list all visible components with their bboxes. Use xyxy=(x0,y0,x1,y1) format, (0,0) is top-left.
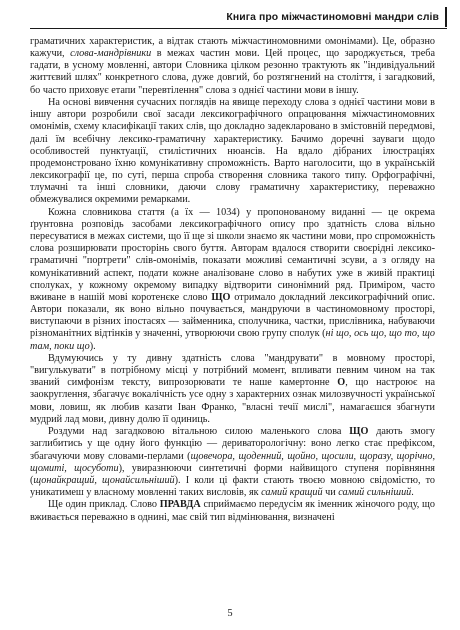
text-run: . xyxy=(411,486,414,498)
text-run: отримало докладний лексикографічний опис. Автори показали, як воно вільно почувається, мандруючи в частиномовному просторі, виступаючи в різних іпостасях — займенника, сполучника, частки, прислівника, набуваючи різноманітних відтінків у значенні, утворюючи свою групу сполук ( xyxy=(30,291,435,340)
text-run: Кожна словникова стаття (а їх — 1034) у пропонованому виданні — це окрема ґрунтовна розповідь засобами лексикографічного опису про здатність слова вільно пересуватися в межах системи, що її ще зі школи знаємо як частини мови, про спроможність слова розширювати просторінь свого буття. Авторам вдалося створити своєрідні лексико-граматичні "портрети" слів-омонімів, показати можливі семантичні зсуви, а з огляду на комунікативний аспект, подати кожне аналізоване слово в набутих уже в живій практиці сполуках, у кожному окремому випадку відтворити синонімний ряд. Приміром, часто вживане в нашій мові коротенєке слово xyxy=(30,206,435,303)
running-head-bar xyxy=(445,7,447,27)
italic-phrase: щонайкращий, щонайсильніший xyxy=(33,474,175,486)
bold-word: ЩО xyxy=(349,426,369,438)
bold-word: О xyxy=(337,377,346,389)
italic-phrase: слова-мандрівники xyxy=(70,48,152,60)
paragraph-4 xyxy=(30,353,435,426)
text-run: сприймаємо передусім як іменник жіночого роду, що вживається переважно в однині, має свій тип відмінювання, визначені xyxy=(30,499,435,523)
italic-phrase: ні що, ось що, що то, що там, поки що xyxy=(30,328,435,352)
text-run: в межах частин мови. Цей процес, що зароджується, треба гадати, в усному мовленні, автори Словника цілком резонно трактують як "індивідуальний життєвий шлях" конкретного слова, дуже довгий, бо розтягнений на століття, і загадковий, бо часто приховує етапи "перевтілення" слова з однієї частини мови в іншу. xyxy=(30,48,435,96)
page-number: 5 xyxy=(227,608,233,619)
header-rule xyxy=(30,28,447,29)
text-run: На основі вивчення сучасних поглядів на явище переходу слова з однієї частини мови в іншу автори розробили свої засади лексикографічного опрацювання міжчастиномовних омонімів, схему класифікації таких слів, що докладно задекларовано в змістовній передмові, далі їм всебічну лексико-граматичну характеристику. Бачимо доречні зауваги щодо особливостей пунктуації, стилістичних нюансів. На вдало дібраних ілюстраціях продемонстровано їхню комунікативну спроможність. Варто наголосити, що в українській лексикографії це, по суті, перша спроба створення словника такого типу. Орфографічні, тлумачні та інші словники, даючи слову граматичну характеристику, переважно обмежувалися окремими ремарками. xyxy=(30,97,435,206)
text-run: граматичних характеристик, а відтак стають міжчастиномовними омонімами). Це, образно кажучи, xyxy=(30,36,435,60)
paragraph-2 xyxy=(30,97,435,206)
text-run: ). І коли ці факти стають твоєю мовною свідомістю, то уникатимеш у власному мовленні таких висловів, як xyxy=(30,474,436,498)
text-run: ), увиразнюючи синтетичні форми найвищого ступеня порівняння ( xyxy=(30,462,435,486)
italic-phrase: самий сильніший xyxy=(338,486,412,498)
text-run: ). xyxy=(89,340,96,352)
bold-word: ЩО xyxy=(211,291,231,303)
text-run: Вдумуючись у ту дивну здатність слова "мандрувати" в мовному просторі, "вигулькувати" в потрібному місці у потрібний момент, впливати певним чином на так званий симфонізм тексту, випрозорювати те наше камертонне xyxy=(30,352,435,389)
bold-word: ПРАВДА xyxy=(159,499,201,511)
paragraph-3 xyxy=(30,207,435,353)
text-run: дають змогу заглибитись у ще одну його функцію — дериваторологічну: воно легко стає префіксом, збагачуючи мову словами-перлами ( xyxy=(30,426,435,462)
italic-phrase: самий кращий xyxy=(261,486,323,498)
running-head xyxy=(0,6,447,28)
text-run: , що настроює на заокруглення, збагачує вокалічність усе одну з характерних ознак милозвучності української мови, ловиш, як любив казати Іван Франко, "власні течії мислі", намагаєшся збагнути мудрий лад мови, дивну долю її одиниць. xyxy=(30,377,435,425)
text-run: чи xyxy=(322,486,339,498)
paragraph-1 xyxy=(30,36,435,97)
paragraph-5 xyxy=(30,426,435,499)
body-text xyxy=(30,36,435,524)
italic-phrase: щовечора, щоденний, щойно, щосили, щоразу, щорічно, щомиті, щосуботи xyxy=(30,450,435,474)
text-run: Роздуми над загадковою вітальною силою маленького слова xyxy=(48,426,350,438)
paragraph-6 xyxy=(30,499,435,523)
running-head-title: Книга про міжчастиномовні мандри слів xyxy=(226,11,439,23)
text-run: Ще один приклад. Слово xyxy=(48,499,160,511)
